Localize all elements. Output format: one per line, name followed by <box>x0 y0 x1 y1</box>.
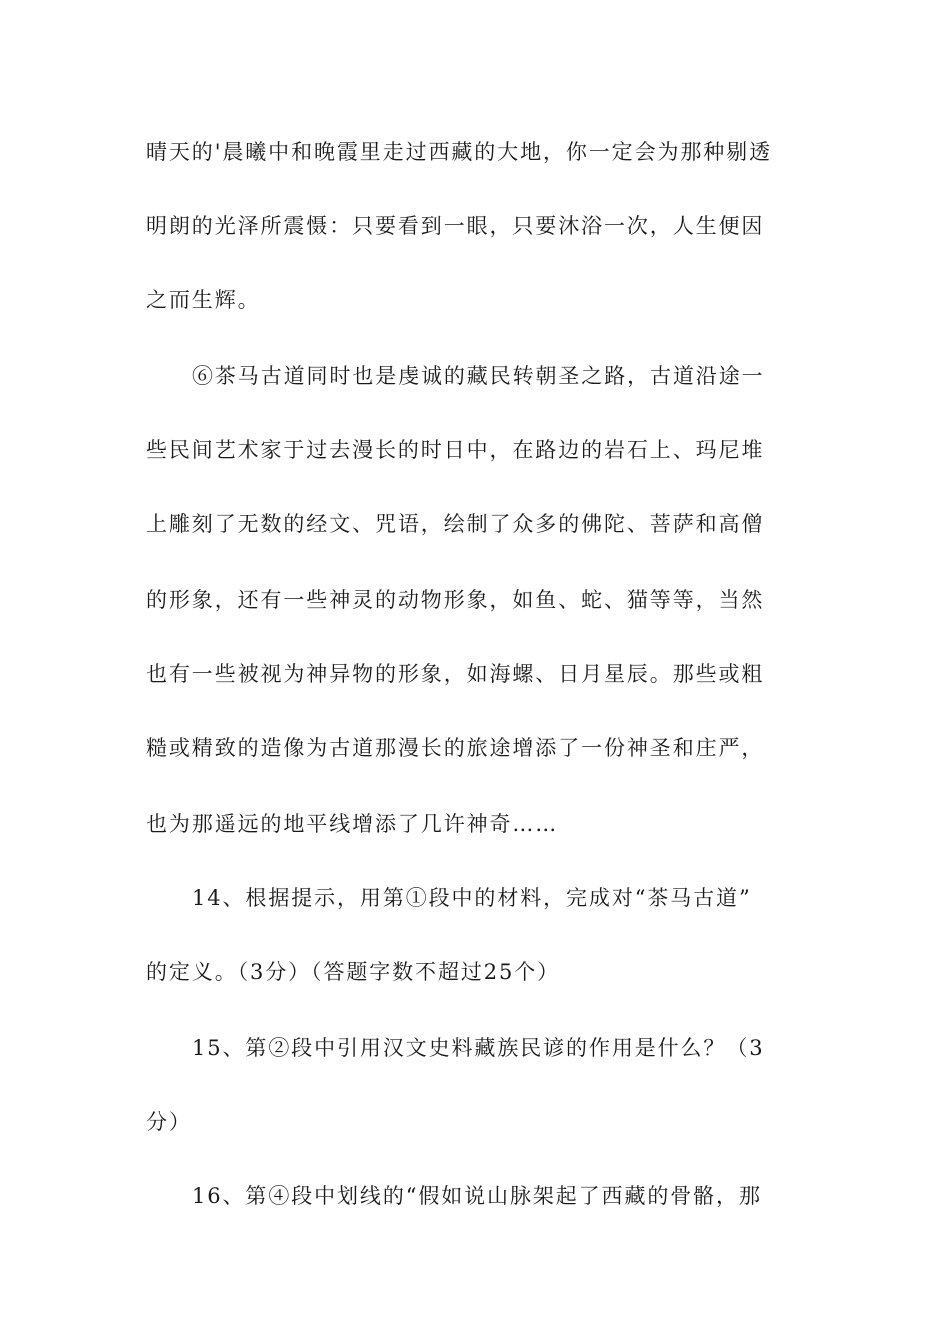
passage-line-2: 明朗的光泽所震慑：只要看到一眼，只要沐浴一次，人生便因 <box>146 214 765 238</box>
question-15-line-2: 分） <box>146 1110 192 1134</box>
question-14-line-1: 14、根据提示，用第①段中的材料，完成对“茶马古道” <box>192 886 752 910</box>
paragraph-6-line-1: ⑥茶马古道同时也是虔诚的藏民转朝圣之路，古道沿途一 <box>192 364 765 388</box>
paragraph-6-line-2: 些民间艺术家于过去漫长的时日中，在路边的岩石上、玛尼堆 <box>146 438 765 462</box>
passage-line-3: 之而生辉。 <box>146 288 261 312</box>
question-16-line-1: 16、第④段中划线的“假如说山脉架起了西藏的骨骼，那 <box>192 1184 762 1208</box>
paragraph-6-line-6: 糙或精致的造像为古道那漫长的旅途增添了一份神圣和庄严， <box>146 736 765 760</box>
paragraph-6-line-7: 也为那遥远的地平线增添了几许神奇…… <box>146 812 559 836</box>
question-15-line-1: 15、第②段中引用汉文史料藏族民谚的作用是什么？（3 <box>192 1036 765 1060</box>
paragraph-6-line-4: 的形象，还有一些神灵的动物形象，如鱼、蛇、猫等等，当然 <box>146 588 765 612</box>
paragraph-6-line-3: 上雕刻了无数的经文、咒语，绘制了众多的佛陀、菩萨和高僧 <box>146 512 765 536</box>
question-14-line-2: 的定义。（3分）（答题字数不超过25个） <box>146 960 561 984</box>
passage-line-1: 晴天的'晨曦中和晚霞里走过西藏的大地，你一定会为那种剔透 <box>146 140 772 164</box>
paragraph-6-line-5: 也有一些被视为神异物的形象，如海螺、日月星辰。那些或粗 <box>146 662 765 686</box>
